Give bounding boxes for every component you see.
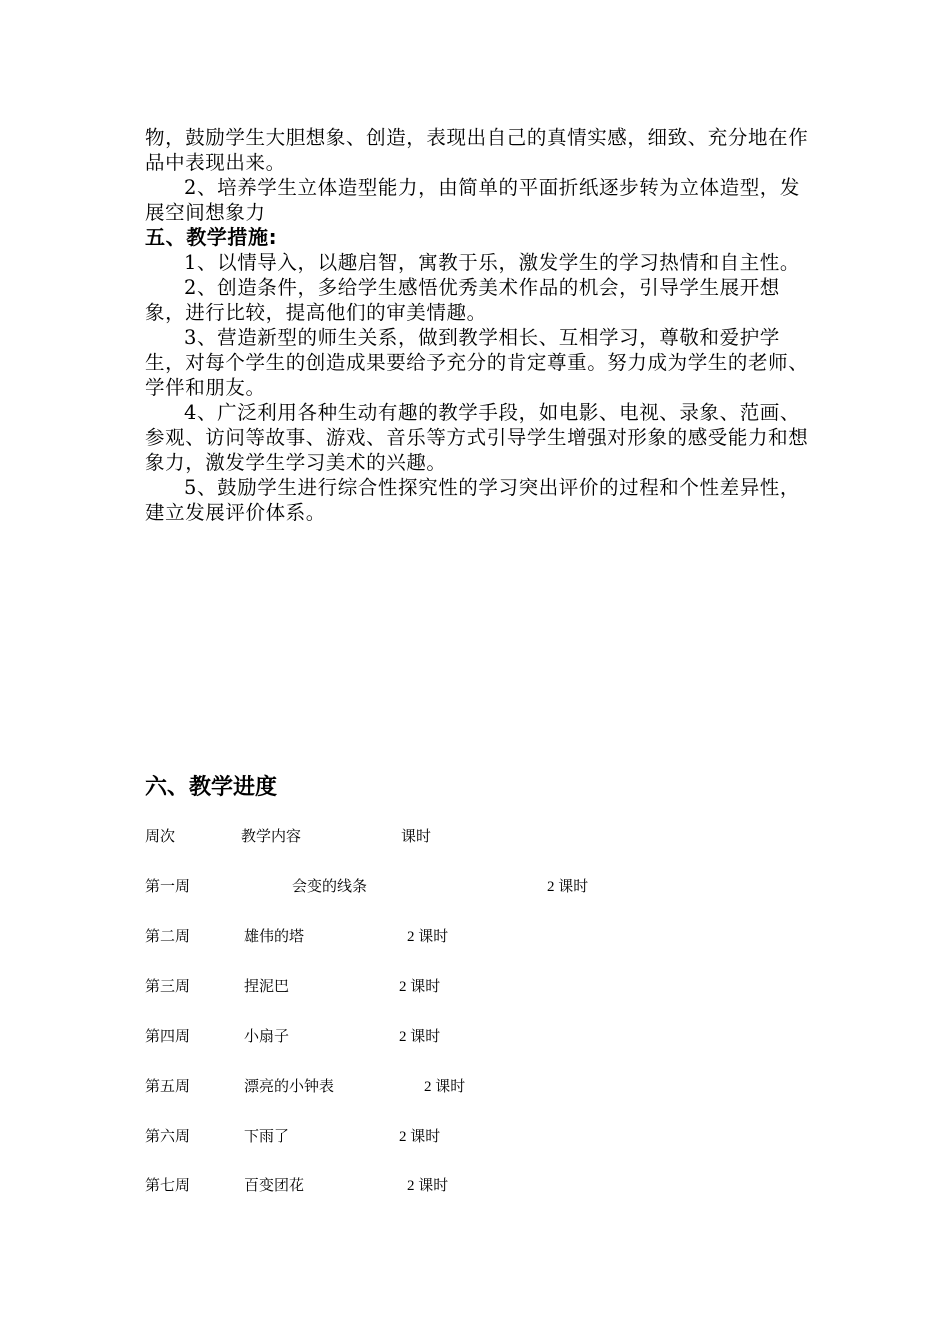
paragraph-goal-2: 2、培养学生立体造型能力，由简单的平面折纸逐步转为立体造型，发展空间想象力 (145, 176, 801, 224)
header-hours: 课时 (401, 829, 432, 845)
measure-item-3: 3、营造新型的师生关系，做到教学相长、互相学习，尊敬和爱护学生，对每个学生的创造成果要给予充分的肯定尊重。努力成为学生的老师、学伴和朋友。 (145, 326, 809, 399)
row-week: 第五周 (145, 1079, 191, 1095)
row-week: 第二周 (145, 929, 191, 945)
row-content: 下雨了 (244, 1129, 290, 1145)
row-hours: 2 课时 (407, 929, 449, 945)
row-week: 第一周 (145, 879, 191, 895)
row-hours: 2 课时 (399, 979, 441, 995)
row-content: 会变的线条 (292, 879, 368, 895)
row-content: 小扇子 (244, 1029, 290, 1045)
measure-item-4: 4、广泛利用各种生动有趣的教学手段，如电影、电视、录象、范画、参观、访问等故事、游戏、音乐等方式引导学生增强对形象的感受能力和想象力，激发学生学习美术的兴趣。 (145, 401, 809, 474)
row-content: 雄伟的塔 (244, 929, 305, 945)
section-5-title: 五、教学措施: (145, 225, 278, 249)
row-hours: 2 课时 (424, 1079, 466, 1095)
row-content: 百变团花 (244, 1178, 305, 1194)
paragraph-continuation: 物，鼓励学生大胆想象、创造，表现出自己的真情实感，细致、充分地在作品中表现出来。 (145, 126, 809, 174)
header-content: 教学内容 (241, 829, 302, 845)
measure-item-5: 5、鼓励学生进行综合性探究性的学习突出评价的过程和个性差异性，建立发展评价体系。 (145, 476, 801, 524)
measure-item-2: 2、创造条件，多给学生感悟优秀美术作品的机会，引导学生展开想象，进行比较，提高他们的审美情趣。 (145, 276, 780, 324)
row-content: 捏泥巴 (244, 979, 290, 995)
row-week: 第四周 (145, 1029, 191, 1045)
body-text-block (145, 125, 815, 525)
row-week: 第三周 (145, 979, 191, 995)
measure-item-1: 1、以情导入，以趣启智，寓教于乐，激发学生的学习热情和自主性。 (184, 251, 801, 274)
row-week: 第六周 (145, 1129, 191, 1145)
header-week: 周次 (145, 829, 176, 845)
row-hours: 2 课时 (399, 1129, 441, 1145)
row-hours: 2 课时 (407, 1178, 449, 1194)
row-hours: 2 课时 (399, 1029, 441, 1045)
row-content: 漂亮的小钟表 (244, 1079, 335, 1095)
section-6-title: 六、教学进度 (145, 775, 278, 800)
row-hours: 2 课时 (547, 879, 589, 895)
row-week: 第七周 (145, 1178, 191, 1194)
